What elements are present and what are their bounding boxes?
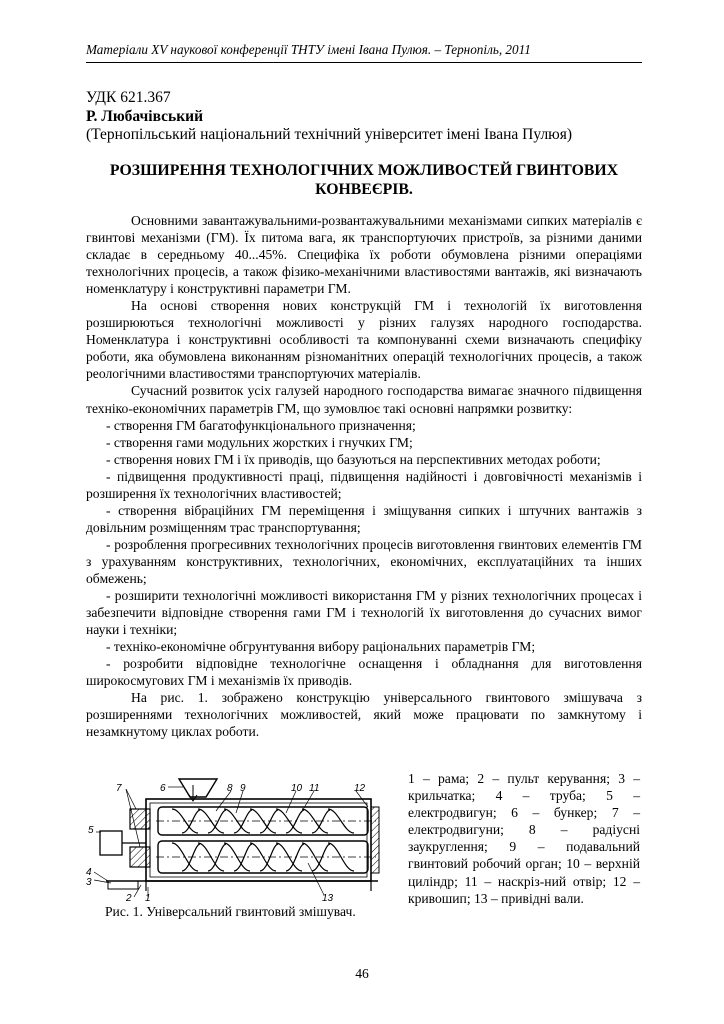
electric-motor <box>100 831 122 855</box>
running-head: Матеріали XV наукової конференції ТНТУ імені Івана Пулюя. – Тернопіль, 2011 <box>86 42 531 57</box>
label-11: 11 <box>309 783 320 794</box>
paper-title: РОЗШИРЕННЯ ТЕХНОЛОГІЧНИХ МОЖЛИВОСТЕЙ ГВИНТОВИХ КОНВЕЄРІВ. <box>109 162 619 198</box>
paragraph: Сучасний розвиток усіх галузей народного господарства вимагає значного підвищення техніко-економічних параметрів ГМ, що зумовлює такі основні напрямки розвитку: <box>86 383 642 416</box>
page-number: 46 <box>355 966 369 981</box>
label-10: 10 <box>291 783 303 794</box>
label-12: 12 <box>354 783 366 794</box>
udc-code: УДК 621.367 <box>86 89 171 106</box>
list-item: - техніко-економічне обгрунтування вибору раціональних параметрів ГМ; <box>106 639 536 655</box>
list-item: - створення вібраційних ГМ переміщення і зміщування сипких і штучних вантажів з довільним розміщенням трас транспортування; <box>86 502 642 535</box>
paragraph: Основними завантажувальними-розвантажувальними механізмами сипких матеріалів є гвинтові механізми (ГМ). Їх питома вага, як транспортуючих пристроїв, за різними даними складає в середньому 40...45%. Специфіка їх роботи обумовлена різними операціями технологічних процесів, а також фізико-механічними властивостями вантажів, які визначають номенклатуру і конструктивні параметри ГМ. <box>86 213 642 297</box>
label-6: 6 <box>160 783 166 794</box>
author-affiliation: (Тернопільський національний технічний університет імені Івана Пулюя) <box>86 126 573 143</box>
label-4: 4 <box>86 867 92 878</box>
header-rule <box>86 62 642 63</box>
figure-intro-paragraph: На рис. 1. зображено конструкцію універсального гвинтового змішувача з розширеннями технологічних можливостей, який може працювати по замкнутому і незамкнутому циклах роботи. <box>86 690 642 740</box>
body-text <box>86 212 642 740</box>
label-8: 8 <box>227 783 233 794</box>
list-item: - створення ГМ багатофункціонального призначення; <box>106 417 416 433</box>
label-9: 9 <box>240 783 246 794</box>
list-item: - створення гами модульних жорстких і гнучких ГМ; <box>106 434 413 450</box>
frame-casing <box>146 799 371 881</box>
label-3: 3 <box>86 877 92 888</box>
figure-caption: Рис. 1. Універсальний гвинтовий змішувач. <box>105 904 356 919</box>
mixer-schematic <box>86 777 400 907</box>
list-item: - розробити відповідне технологічне оснащення і обладнання для виготовлення широкосмугових ГМ і механізмів їх приводів. <box>86 656 642 689</box>
figure-legend: 1 – рама; 2 – пульт керування; 3 – крильчатка; 4 – труба; 5 – електродвигун; 6 – бункер; 7 – електродвигуни; 8 – радіусні заукруглення; 9 – подавальний гвинтовий робочий орган; 10 – верхній циліндр; 11 – наскріз-ний отвір; 12 –кривошип; 13 – привідні вали. <box>408 771 640 906</box>
label-13: 13 <box>322 893 334 904</box>
label-2: 2 <box>126 893 132 904</box>
author-name: Р. Любачівський <box>86 108 204 125</box>
list-item: - розширити технологічні можливості використання ГМ у різних технологічних процесах і забезпечити відповідне створення гами ГМ і технологій їх виготовлення до сучасних вимог науки і техніки; <box>86 588 642 638</box>
label-7: 7 <box>116 783 122 794</box>
label-1: 1 <box>145 893 151 904</box>
paragraph: На основі створення нових конструкцій ГМ і технологій їх виготовлення розширюються технологічні можливості у різних галузях народного господарства. Номенклатура і конструктивні особливості та компонуванні схеми визначають специфіку роботи, яка обумовлена виконанням різноманітних операцій технологічних процесів, а також реологічними властивостями транспортуючих матеріалів. <box>86 298 642 382</box>
label-5: 5 <box>88 825 94 836</box>
motor-lower <box>130 847 150 867</box>
list-item: - створення нових ГМ і їх приводів, що базуються на перспективних методах роботи; <box>106 451 601 467</box>
hopper <box>179 779 217 797</box>
list-item: - розроблення прогресивних технологічних процесів виготовлення гвинтових елементів ГМ з урахуванням конструктивних, технологічних, економічних, експлуатаційних та інших обмежень; <box>86 536 642 586</box>
list-item: - підвищення продуктивності праці, підвищення надійності і довговічності механізмів і розширення їх технологічних властивостей; <box>86 468 642 501</box>
